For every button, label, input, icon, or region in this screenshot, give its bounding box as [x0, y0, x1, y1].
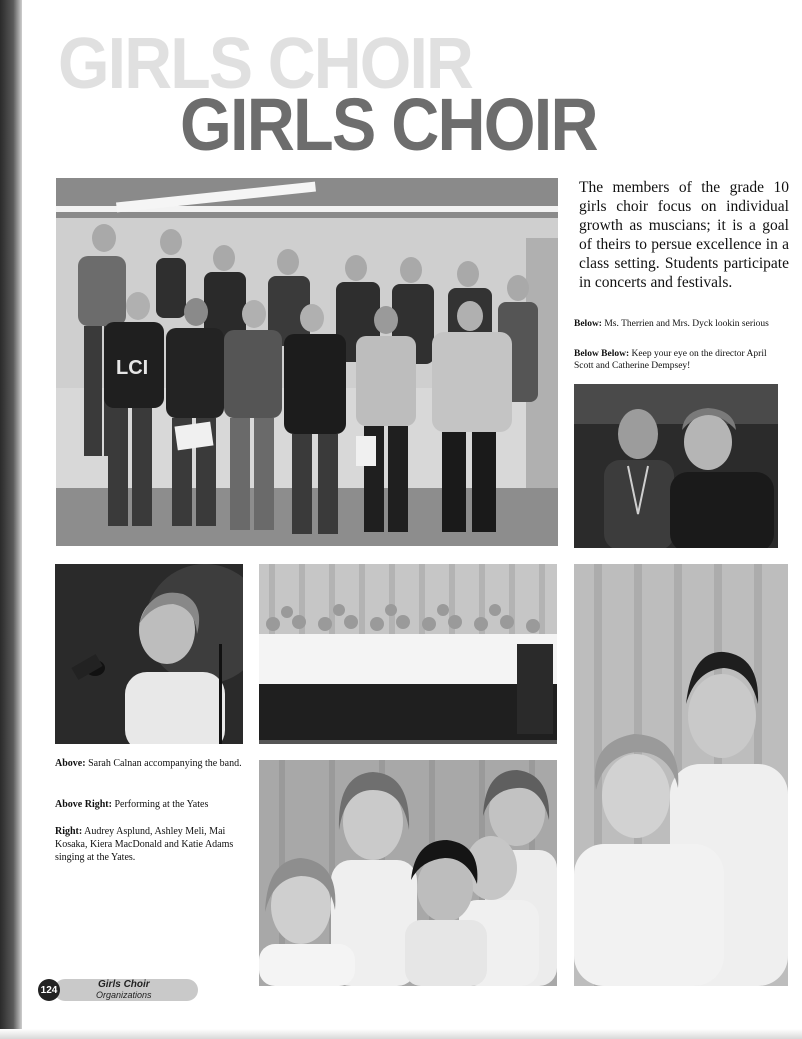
- group-photo: [56, 178, 558, 546]
- svg-text:LCI: LCI: [116, 357, 149, 379]
- caption-below: [574, 318, 788, 330]
- caption-above-right: [55, 798, 245, 811]
- page-number: 124: [38, 979, 60, 1001]
- caption-above: [55, 757, 245, 770]
- caption-below-text: Ms. Therrien and Mrs. Dyck lookin serious: [601, 319, 769, 329]
- caption-below-below: [574, 348, 788, 372]
- caption-below-below-text: Keep your eye on the director April Scott and Catherine Dempsey!: [574, 349, 767, 371]
- caption-right-label: Right:: [55, 826, 83, 837]
- soloist-photo: [55, 564, 243, 744]
- caption-above-right-label: Above Right:: [55, 799, 112, 810]
- footer-section: Girls Choir: [98, 979, 150, 990]
- singers-closeup-photo: [574, 564, 788, 986]
- caption-above-text: Sarah Calnan accompanying the band.: [85, 758, 242, 769]
- caption-right: [55, 825, 245, 864]
- teachers-photo: [574, 384, 778, 548]
- binding-edge: [0, 0, 22, 1039]
- page-bottom-edge: [0, 1029, 802, 1039]
- footer-badge: [38, 979, 198, 1001]
- caption-above-label: Above:: [55, 758, 86, 769]
- caption-above-right-text: Performing at the Yates: [111, 799, 209, 810]
- title-shadow: GIRLS CHOIR: [58, 24, 473, 104]
- caption-below-label: Below:: [574, 319, 602, 329]
- caption-below-below-label: Below Below:: [574, 349, 630, 359]
- performance-photo: [259, 564, 557, 744]
- footer-category: Organizations: [96, 990, 152, 1000]
- page-title: GIRLS CHOIR: [180, 83, 597, 166]
- intro-text: The members of the grade 10 girls choir focus on individual growth as muscians; it is a goal of theirs to persue excellence in a class setting. Students participate in concerts and festivals.: [579, 179, 789, 291]
- caption-right-text: Audrey Asplund, Ashley Meli, Mai Kosaka, Kiera MacDonald and Katie Adams singing at the Yates.: [55, 826, 234, 863]
- singers-group-photo: [259, 760, 557, 986]
